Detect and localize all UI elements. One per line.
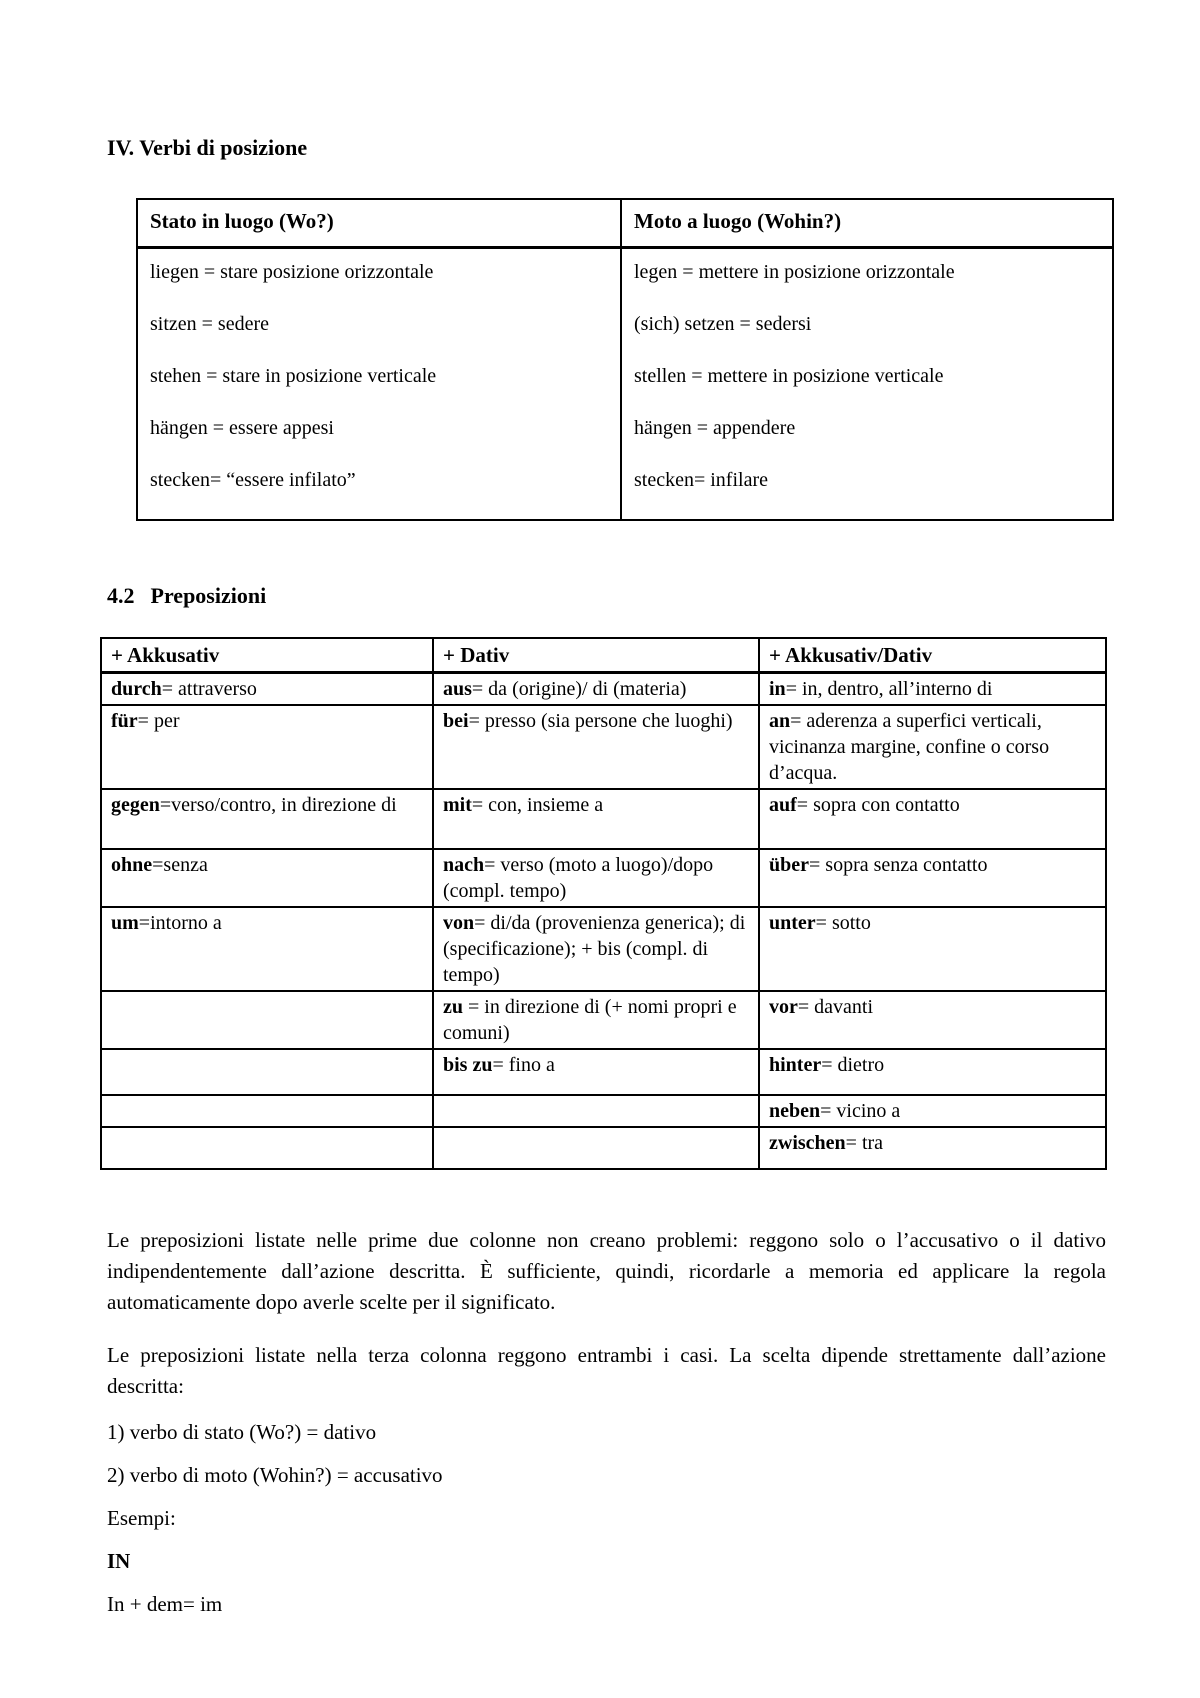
header-stato-in-luogo: Stato in luogo (Wo?) [137,199,621,248]
german-preposition: über [769,854,809,876]
paragraph-third-column: Le preposizioni listate nella terza colonna reggono entrambi i casi. La scelta dipende strettamente dall’azione descritta: [107,1343,1106,1398]
german-preposition: mit [443,794,472,816]
italian-meaning: =verso/contro, in direzione di [159,794,397,816]
verb-entry: legen = mettere in posizione orizzontale [634,261,955,283]
prep-cell [759,849,1106,907]
italian-meaning: = fino a [492,1054,555,1076]
prep-cell [759,1049,1106,1095]
prep-cell [101,705,433,789]
prep-cell [101,907,433,991]
prep-cell [433,1049,759,1095]
table-row [101,789,1106,849]
german-preposition: von [443,912,475,934]
italian-meaning: = aderenza a superfici verticali, vicinanza margine, confine o corso d’acqua. [769,710,1050,784]
section-title-preposizioni [107,583,1105,609]
italian-meaning: =intorno a [138,912,222,934]
italian-meaning: = verso (moto a luogo)/dopo (compl. tempo) [443,854,714,902]
section-title-verbi-di-posizione: IV. Verbi di posizione [107,135,308,160]
wohin-verbs-cell [621,248,1113,521]
prep-cell [101,849,433,907]
italian-meaning: = per [137,710,180,732]
verb-entry: (sich) setzen = sedersi [634,313,812,335]
verb-entry: stecken= infilare [634,469,768,491]
german-preposition: auf [769,794,797,816]
section-title-text: Preposizioni [150,583,267,608]
verb-entry: hängen = appendere [634,417,796,439]
header-moto-a-luogo: Moto a luogo (Wohin?) [621,199,1113,248]
german-preposition: vor [769,996,798,1018]
table-header-row [137,199,1113,248]
italian-meaning: =senza [152,854,208,876]
in-heading: IN [107,1549,131,1573]
verb-entry: stecken= “essere infilato” [150,469,356,491]
header-akkusativ: + Akkusativ [101,638,433,673]
in-dem-example: In + dem= im [107,1592,223,1616]
header-dativ: + Dativ [433,638,759,673]
prep-cell [101,1049,433,1095]
table-row [101,991,1106,1049]
table-row [101,673,1106,706]
italian-meaning: = davanti [797,996,874,1018]
table-body-row [137,248,1113,521]
header-akkusativ-dativ: + Akkusativ/Dativ [759,638,1106,673]
prep-cell [433,789,759,849]
verb-entry: liegen = stare posizione orizzontale [150,261,434,283]
table-row [101,1049,1106,1095]
italian-meaning: = in, dentro, all’interno di [785,678,993,700]
italian-meaning: = sopra senza contatto [809,854,988,876]
italian-meaning: = presso (sia persone che luoghi) [468,710,733,732]
prep-cell [433,849,759,907]
section-number: 4.2 [107,583,135,608]
prep-cell [759,673,1106,706]
table-row [101,849,1106,907]
german-preposition: gegen [111,794,160,816]
italian-meaning: = dietro [821,1054,885,1076]
german-preposition: neben [769,1100,821,1122]
table-row [101,1127,1106,1169]
prep-cell [101,1095,433,1127]
prep-cell [433,907,759,991]
italian-meaning: = in direzione di (+ nomi propri e comuni) [443,996,737,1044]
verb-entry: stehen = stare in posizione verticale [150,365,437,387]
german-preposition: um [111,912,139,934]
prep-cell [101,673,433,706]
prep-cell [759,1095,1106,1127]
german-preposition: in [769,678,786,700]
prep-cell [433,673,759,706]
german-preposition: bis zu [443,1054,493,1076]
german-preposition: für [111,710,138,732]
prep-cell [433,705,759,789]
german-preposition: an [769,710,791,732]
position-verbs-table [136,198,1114,521]
italian-meaning: = attraverso [161,678,257,700]
prepositions-table [100,637,1107,1170]
german-preposition: durch [111,678,162,700]
prep-cell [433,1127,759,1169]
italian-meaning: = di/da (provenienza generica); di (specificazione); + bis (compl. di tempo) [443,912,746,986]
verb-entry: stellen = mettere in posizione verticale [634,365,944,387]
table-row [101,705,1106,789]
prep-cell [759,789,1106,849]
table-header-row [101,638,1106,673]
table-row [101,1095,1106,1127]
rule-stato-dativo: 1) verbo di stato (Wo?) = dativo [107,1420,377,1444]
german-preposition: unter [769,912,816,934]
german-preposition: aus [443,678,472,700]
german-preposition: bei [443,710,469,732]
italian-meaning: = vicino a [820,1100,901,1122]
verb-entry: sitzen = sedere [150,313,270,335]
paragraph-first-two-columns: Le preposizioni listate nelle prime due colonne non creano problemi: reggono solo o l’accusativo o il dativo indipendentemente dall’azione descritta. È sufficiente, quindi, ricordarle a memoria ed applicare la regola automaticamente dopo averle scelte per il significato. [107,1228,1106,1314]
prep-cell [759,991,1106,1049]
prep-cell [433,991,759,1049]
prep-cell [101,789,433,849]
esempi-label: Esempi: [107,1506,176,1530]
prep-cell [101,991,433,1049]
prep-cell [759,705,1106,789]
prep-cell [759,907,1106,991]
prep-cell [759,1127,1106,1169]
table-row [101,907,1106,991]
german-preposition: zu [443,996,463,1018]
wo-verbs-cell [137,248,621,521]
prep-cell [101,1127,433,1169]
german-preposition: zwischen [769,1132,846,1154]
german-preposition: ohne [111,854,153,876]
verb-entry: hängen = essere appesi [150,417,334,439]
german-preposition: hinter [769,1054,822,1076]
italian-meaning: = tra [845,1132,884,1154]
german-preposition: nach [443,854,485,876]
rule-moto-accusativo: 2) verbo di moto (Wohin?) = accusativo [107,1463,443,1487]
prep-cell [433,1095,759,1127]
italian-meaning: = sopra con contatto [796,794,960,816]
italian-meaning: = sotto [815,912,871,934]
italian-meaning: = con, insieme a [471,794,604,816]
italian-meaning: = da (origine)/ di (materia) [471,678,687,700]
